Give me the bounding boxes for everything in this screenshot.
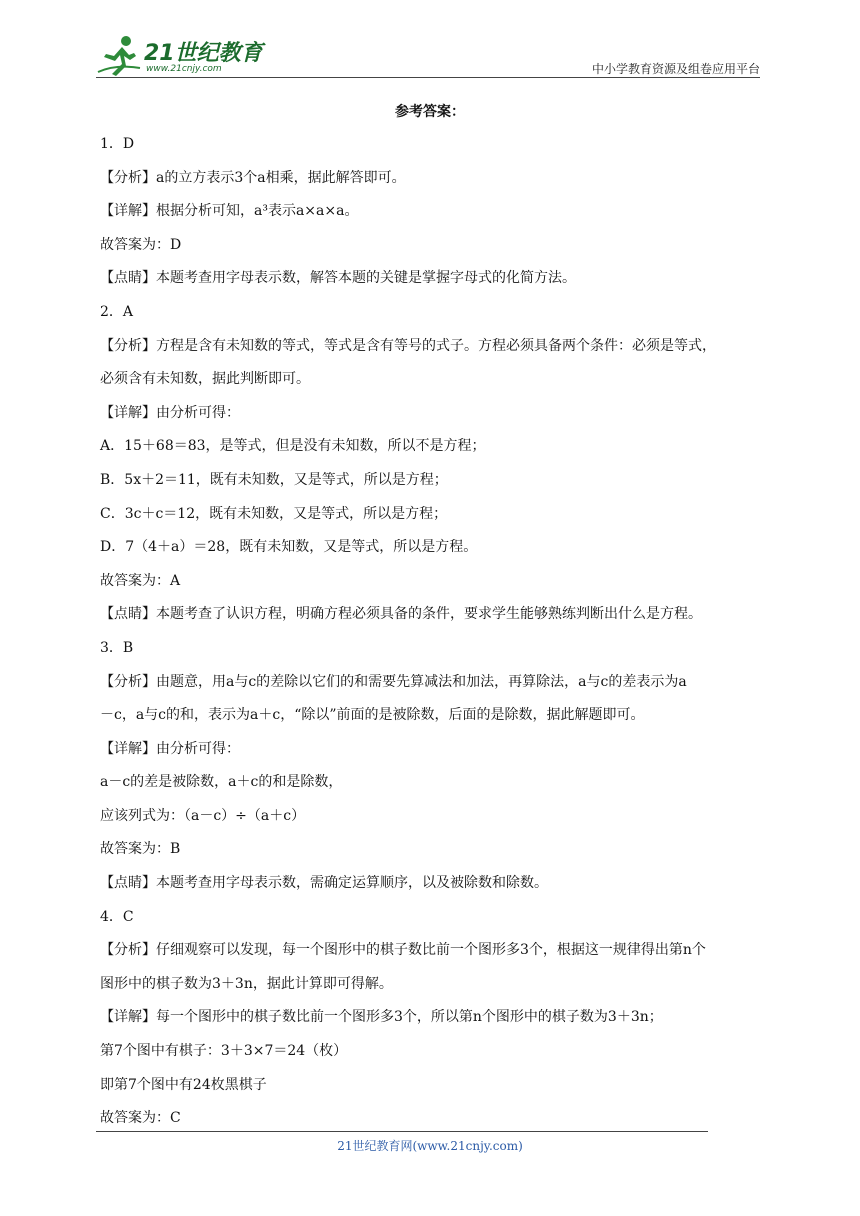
text-line: 故答案为：C: [100, 1110, 181, 1127]
text-line: 【分析】方程是含有未知数的等式，等式是含有等号的式子。方程必须具备两个条件：必须是等式，: [100, 337, 716, 354]
text-line: 故答案为：A: [100, 572, 181, 589]
text-line: 【详解】由分析可得：: [100, 740, 240, 757]
text-line: 故答案为：D: [100, 236, 182, 253]
text-line: 第7个图中有棋子：3＋3×7＝24（枚）: [100, 1043, 348, 1060]
text-line: D．7（4＋a）＝28，既有未知数，又是等式，所以是方程。: [100, 539, 478, 556]
footer-divider: [96, 1131, 708, 1132]
text-line: B．5x＋2＝11，既有未知数，又是等式，所以是方程；: [100, 471, 448, 488]
answer-content: [100, 96, 760, 1136]
text-line: 【点睛】本题考查了认识方程，明确方程必须具备的条件，要求学生能够熟练判断出什么是方程。: [100, 606, 702, 623]
text-line: C．3c＋c＝12，既有未知数，又是等式，所以是方程；: [100, 505, 448, 522]
text-line: 4．C: [100, 908, 134, 925]
text-line: 【详解】根据分析可知，a³表示a×a×a。: [100, 203, 359, 220]
platform-name: 中小学教育资源及组卷应用平台: [591, 62, 760, 76]
header-divider: [96, 77, 760, 78]
text-line: 【详解】每一个图形中的棋子数比前一个图形多3个，所以第n个图形中的棋子数为3＋3n；: [100, 1009, 663, 1026]
text-line: 【分析】由题意，用a与c的差除以它们的和需要先算减法和加法，再算除法，a与c的差表示为a: [100, 673, 687, 690]
text-line: 【详解】由分析可得：: [100, 404, 240, 421]
text-line: 故答案为：B: [100, 841, 181, 858]
logo-text: 21世纪教育: [144, 41, 263, 66]
text-line: 图形中的棋子数为3＋3n，据此计算即可得解。: [100, 975, 393, 992]
text-line: A．15＋68＝83，是等式，但是没有未知数，所以不是方程；: [100, 438, 486, 455]
runner-icon: [96, 34, 142, 78]
footer-link[interactable]: 21世纪教育网(www.21cnjy.com): [337, 1139, 523, 1153]
text-line: 应该列式为：（a－c）÷（a＋c）: [100, 807, 306, 824]
text-line: 【分析】a的立方表示3个a相乘，据此解答即可。: [100, 169, 406, 186]
text-line: a－c的差是被除数，a＋c的和是除数，: [100, 774, 343, 791]
page-header: [96, 30, 760, 78]
text-line: 【点睛】本题考查用字母表示数，需确定运算顺序，以及被除数和除数。: [100, 875, 548, 892]
logo-url: www.21cnjy.com: [146, 64, 222, 74]
text-line: 3．B: [100, 639, 134, 656]
answers-title: 参考答案：: [395, 104, 465, 120]
text-line: －c，a与c的和，表示为a＋c，“除以”前面的是被除数，后面的是除数，据此解题即可。: [100, 707, 645, 724]
logo: [96, 34, 266, 78]
text-line: 必须含有未知数，据此判断即可。: [100, 371, 310, 388]
text-line: 即第7个图中有24枚黑棋子: [100, 1076, 267, 1093]
text-line: 2．A: [100, 303, 134, 320]
text-line: 【分析】仔细观察可以发现，每一个图形中的棋子数比前一个图形多3个，根据这一规律得出第n个: [100, 942, 706, 959]
text-line: 【点睛】本题考查用字母表示数，解答本题的关键是掌握字母式的化简方法。: [100, 270, 576, 287]
text-line: 1．D: [100, 136, 135, 152]
